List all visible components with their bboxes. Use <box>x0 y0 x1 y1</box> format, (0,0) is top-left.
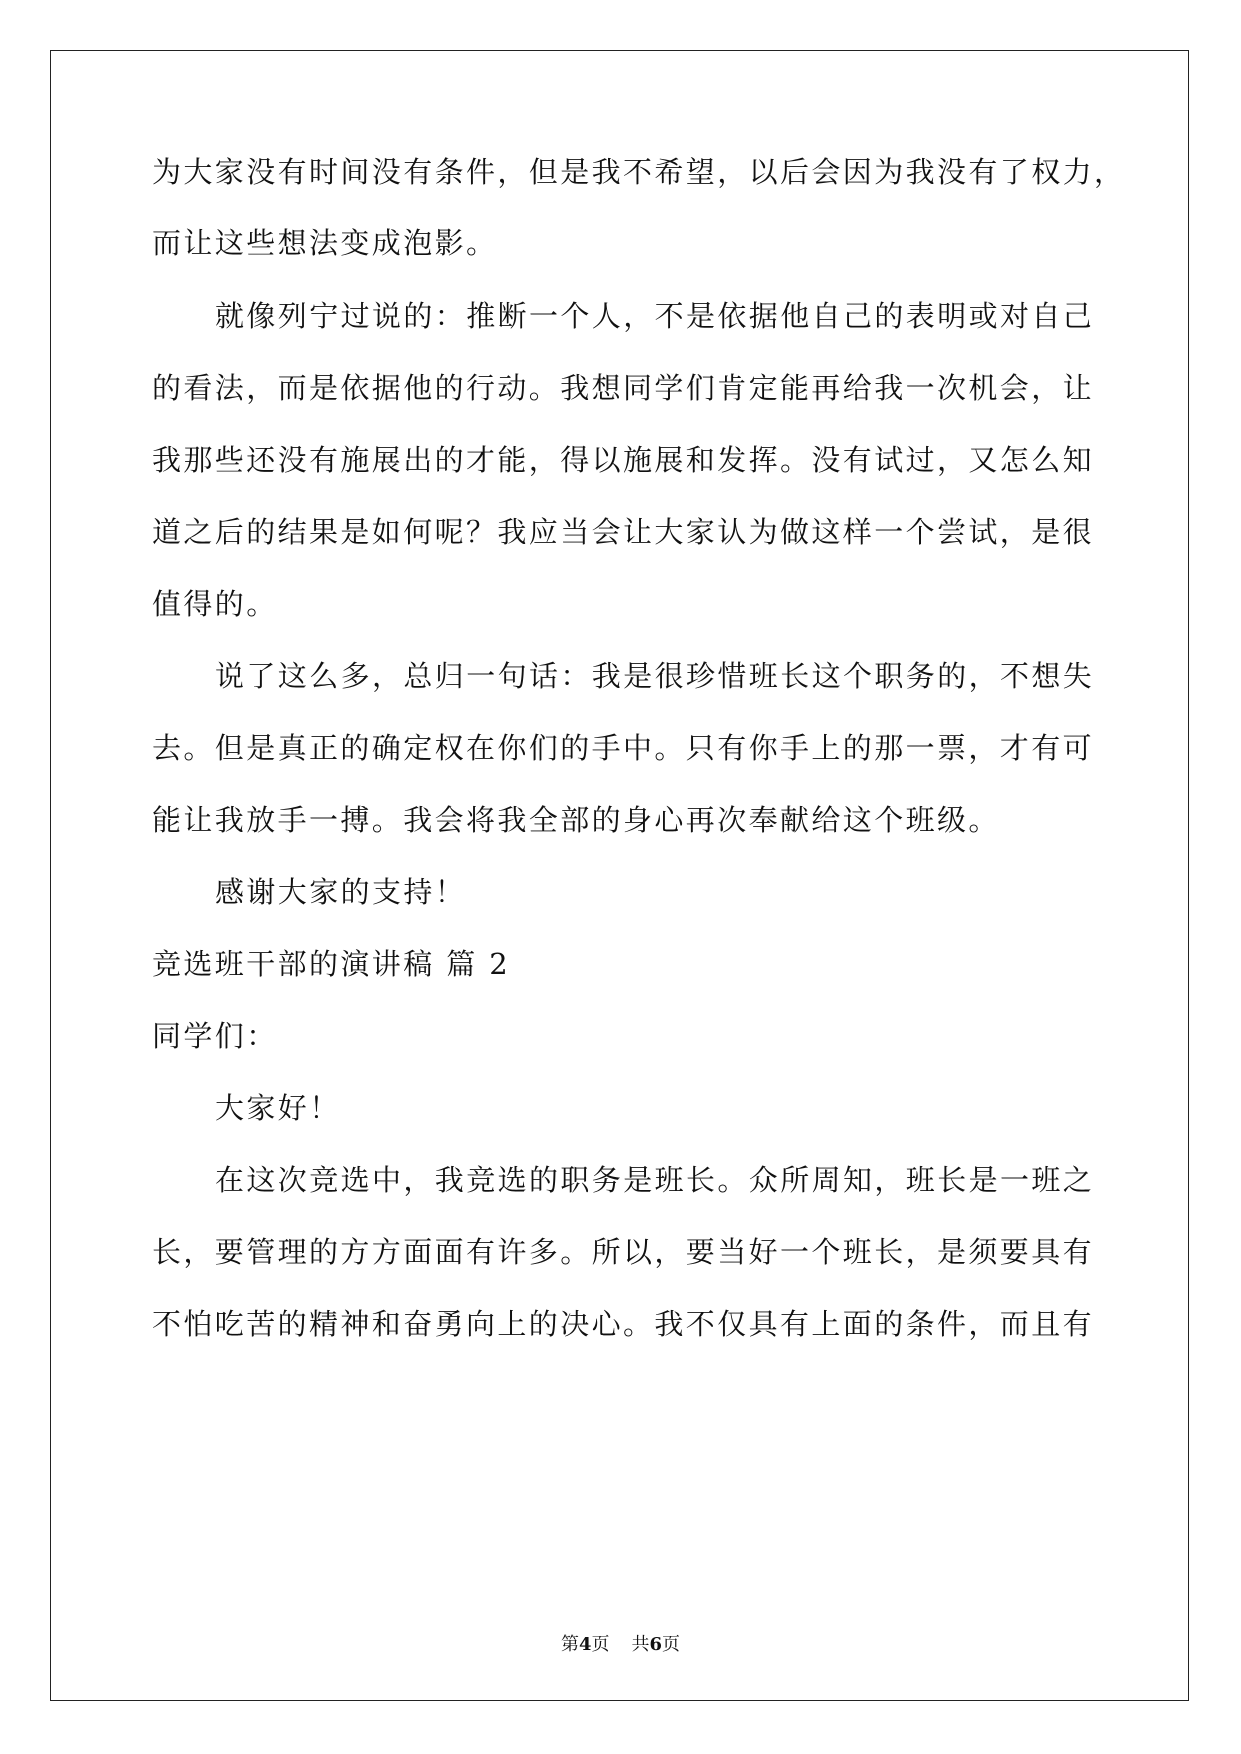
body-text-line: 而让这些想法变成泡影。 <box>152 226 498 260</box>
body-text-line: 长，要管理的方方面面有许多。所以，要当好一个班长，是须要具有 <box>152 1235 1095 1269</box>
body-text-line: 我那些还没有施展出的才能，得以施展和发挥。没有试过，又怎么知 <box>152 443 1095 477</box>
page-total-number: 6 <box>649 1634 663 1655</box>
page-prefix: 第 <box>560 1634 579 1655</box>
section-heading: 竞选班干部的演讲稿 篇 2 <box>152 947 511 981</box>
page-footer <box>0 1630 1241 1656</box>
body-text-line: 说了这么多，总归一句话：我是很珍惜班长这个职务的，不想失 <box>215 659 1095 693</box>
body-text-line: 道之后的结果是如何呢？我应当会让大家认为做这样一个尝试，是很 <box>152 515 1095 549</box>
body-text-line: 值得的。 <box>152 587 278 621</box>
page-suffix: 页 <box>591 1634 610 1655</box>
total-suffix: 页 <box>662 1634 681 1655</box>
total-prefix: 共 <box>631 1634 650 1655</box>
salutation: 同学们： <box>152 1019 278 1053</box>
body-text-line: 去。但是真正的确定权在你们的手中。只有你手上的那一票，才有可 <box>152 731 1095 765</box>
body-text-line: 能让我放手一搏。我会将我全部的身心再次奉献给这个班级。 <box>152 803 1000 837</box>
greeting: 大家好！ <box>215 1091 341 1125</box>
body-text-line: 就像列宁过说的：推断一个人，不是依据他自己的表明或对自己 <box>215 299 1095 333</box>
body-text-line: 在这次竞选中，我竞选的职务是班长。众所周知，班长是一班之 <box>215 1163 1095 1197</box>
body-text-line: 为大家没有时间没有条件，但是我不希望，以后会因为我没有了权力， <box>152 155 1126 189</box>
page-current-number: 4 <box>578 1634 592 1655</box>
body-text-line: 不怕吃苦的精神和奋勇向上的决心。我不仅具有上面的条件，而且有 <box>152 1307 1095 1341</box>
body-text-line: 感谢大家的支持！ <box>215 875 467 909</box>
body-text-line: 的看法，而是依据他的行动。我想同学们肯定能再给我一次机会，让 <box>152 371 1095 405</box>
